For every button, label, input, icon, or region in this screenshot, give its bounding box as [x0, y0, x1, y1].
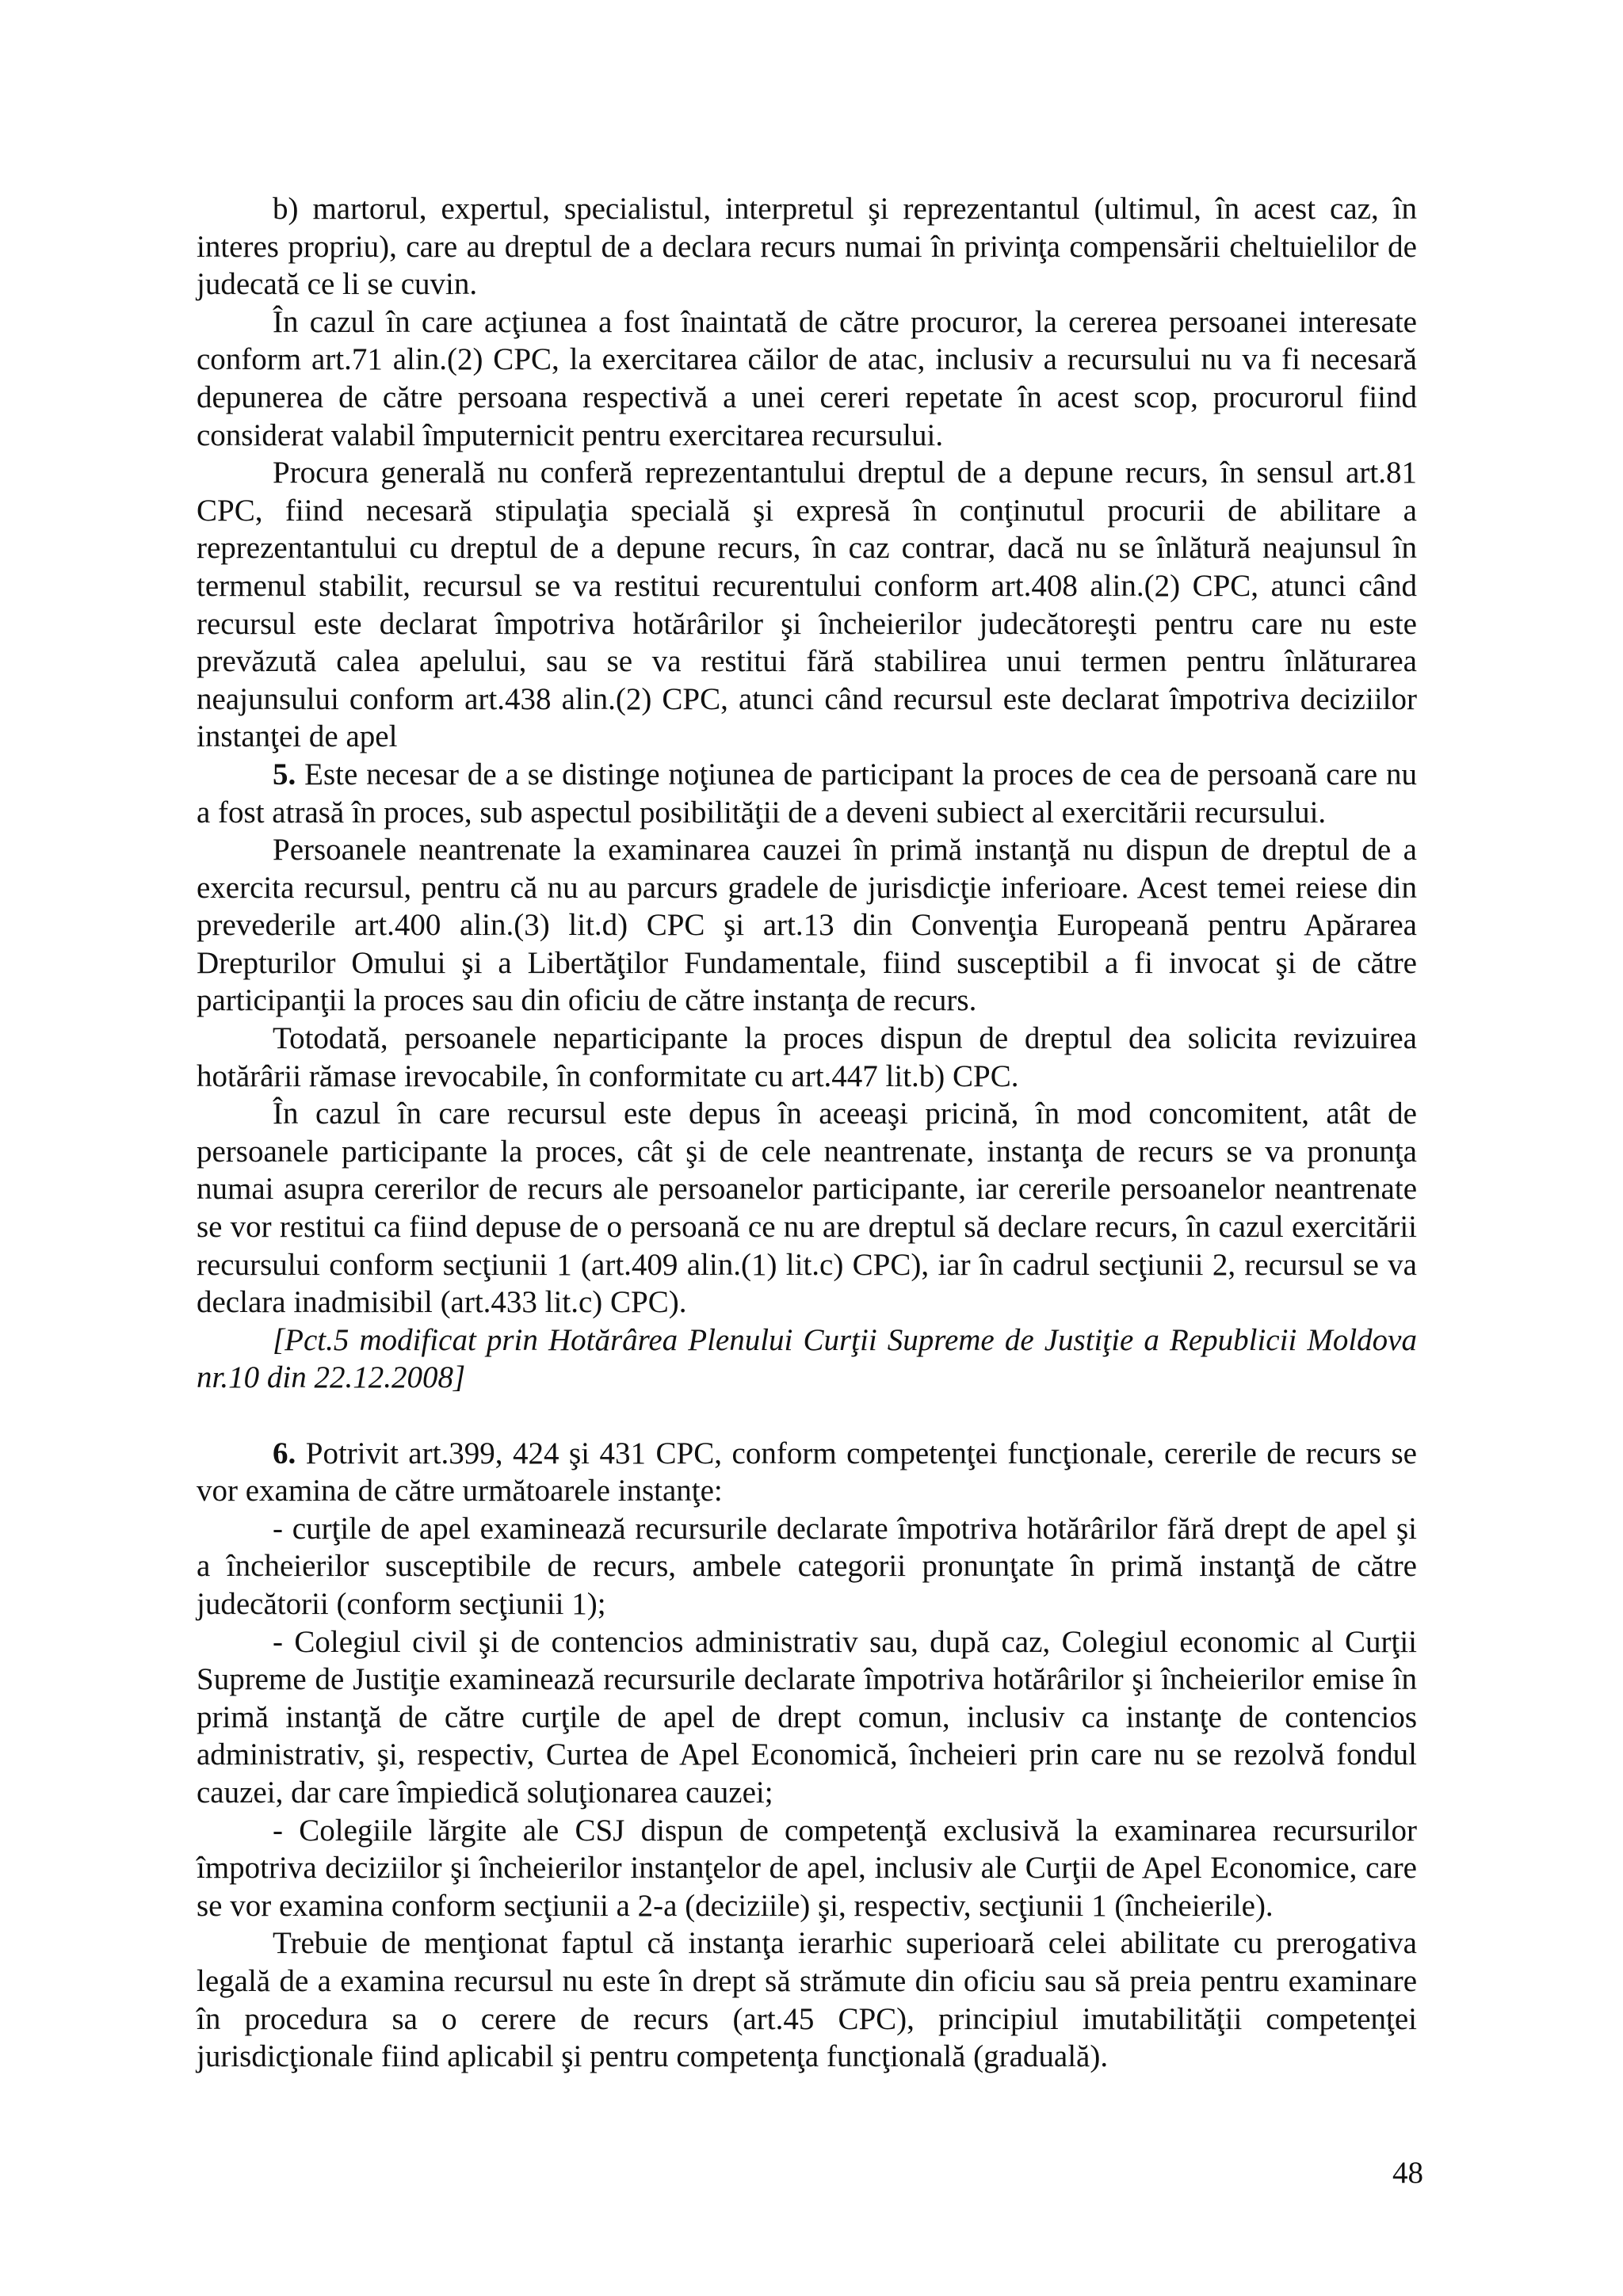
paragraph-text: Potrivit art.399, 424 şi 431 CPC, conform competenţei funcţionale, cererile de recurs se vor examina de către următoarele instanţe:	[197, 1436, 1417, 1508]
paragraph-power-of-attorney: Procura generală nu conferă reprezentantului dreptul de a depune recurs, în sensul art.81 CPC, fiind necesară stipulaţia specială şi expresă în conţinutul procurii de abilitare a reprezentantului cu dreptul de a depune recurs, în caz contrar, dacă nu se înlătură neajunsul în termenul stabilit, recursul se va restitui recurentului conform art.408 alin.(2) CPC, atunci când recursul este declarat împotriva hotărârilor şi încheierilor judecătoreşti pentru care nu este prevăzută calea apelului, sau se va restitui fără stabilirea unui termen pentru înlăturarea neajunsului conform art.438 alin.(2) CPC, atunci când recursul este declarat împotriva deciziilor instanţei de apel	[197, 456, 1417, 754]
page-number: 48	[1392, 2156, 1423, 2190]
point-number: 6.	[273, 1436, 296, 1470]
paragraph-text: Este necesar de a se distinge noţiunea de participant la proces de cea de persoană care nu a fost atrasă în proces, sub aspectul posibilităţii de a deveni subiect al exercitării recursului.	[197, 757, 1417, 830]
paragraph-point-5	[197, 756, 1417, 831]
paragraph-point-6	[197, 1435, 1417, 1510]
paragraph-b-witness: b) martorul, expertul, specialistul, interpretul şi reprezentantul (ultimul, în acest caz, în interes propriu), care au dreptul de a declara recurs numai în privinţa compensării cheltuielilor de judecată ce li se cuvin.	[197, 192, 1417, 302]
paragraph-non-involved-persons: Persoanele neantrenate la examinarea cauzei în primă instanţă nu dispun de dreptul de a exercita recursul, pentru că nu au parcurs gradele de jurisdicţie inferioare. Acest temei reiese din prevederile art.400 alin.(3) lit.d) CPC şi art.13 din Convenţia Europeană pentru Apărarea Drepturilor Omului şi a Libertăţilor Fundamentale, fiind susceptibil a fi invocat şi de către participanţii la proces sau din oficiu de către instanţa de recurs.	[197, 833, 1417, 1018]
paragraph-prosecutor: În cazul în care acţiunea a fost înaintată de către procuror, la cererea persoanei interesate conform art.71 alin.(2) CPC, la exercitarea căilor de atac, inclusiv a recursului nu va fi necesară depunerea de către persoana respectivă a unei cereri repetate în acest scop, procurorul fiind considerat valabil împuternicit pentru exercitarea recursului.	[197, 304, 1417, 452]
body-text	[197, 190, 1417, 2076]
amendment-note: [Pct.5 modificat prin Hotărârea Plenului Curţii Supreme de Justiţie a Republicii Moldova nr.10 din 22.12.2008]	[197, 1322, 1417, 1395]
list-item-civil-board: - Colegiul civil şi de contencios administrativ sau, după caz, Colegiul economic al Curţii Supreme de Justiţie examinează recursurile declarate împotriva hotărârilor şi încheierilor emise în primă instanţă de către curţile de apel de drept comun, inclusiv ca instanţe de contencios administrativ, şi, respectiv, Curtea de Apel Economică, încheieri prin care nu se rezolvă fondul cauzei, dar care împiedică soluţionarea cauzei;	[197, 1624, 1417, 1810]
list-item-extended-boards: - Colegiile lărgite ale CSJ dispun de competenţă exclusivă la examinarea recursurilor împotriva deciziilor şi încheierilor instanţelor de apel, inclusiv ale Curţii de Apel Economice, care se vor examina conform secţiunii a 2-a (deciziile) şi, respectiv, secţiunii 1 (încheierile).	[197, 1813, 1417, 1923]
paragraph-concurrent-appeal: În cazul în care recursul este depus în aceeaşi pricină, în mod concomitent, atât de persoanele participante la proces, cât şi de cele neantrenate, instanţa de recurs se va pronunţa numai asupra cererilor de recurs ale persoanelor participante, iar cererile persoanelor neantrenate se vor restitui ca fiind depuse de o persoană ce nu are dreptul să declare recurs, în cazul exercitării recursului conform secţiunii 1 (art.409 alin.(1) lit.c) CPC), iar în cadrul secţiunii 2, recursul se va declara inadmisibil (art.433 lit.c) CPC).	[197, 1097, 1417, 1320]
paragraph-revision: Totodată, persoanele neparticipante la proces dispun de dreptul dea solicita revizuirea hotărârii rămase irevocabile, în conformitate cu art.447 lit.b) CPC.	[197, 1021, 1417, 1093]
list-item-courts-of-appeal: - curţile de apel examinează recursurile declarate împotriva hotărârilor fără drept de apel şi a încheierilor susceptibile de recurs, ambele categorii pronunţate în primă instanţă de către judecătorii (conform secţiunii 1);	[197, 1511, 1417, 1621]
point-number: 5.	[273, 757, 296, 791]
paragraph-hierarchical-court: Trebuie de menţionat faptul că instanţa ierarhic superioară celei abilitate cu prerogativa legală de a examina recursul nu este în drept să strămute din oficiu sau să preia pentru examinare în procedura sa o cerere de recurs (art.45 CPC), principiul imutabilităţii competenţei jurisdicţionale fiind aplicabil şi pentru competenţa funcţională (graduală).	[197, 1926, 1417, 2074]
